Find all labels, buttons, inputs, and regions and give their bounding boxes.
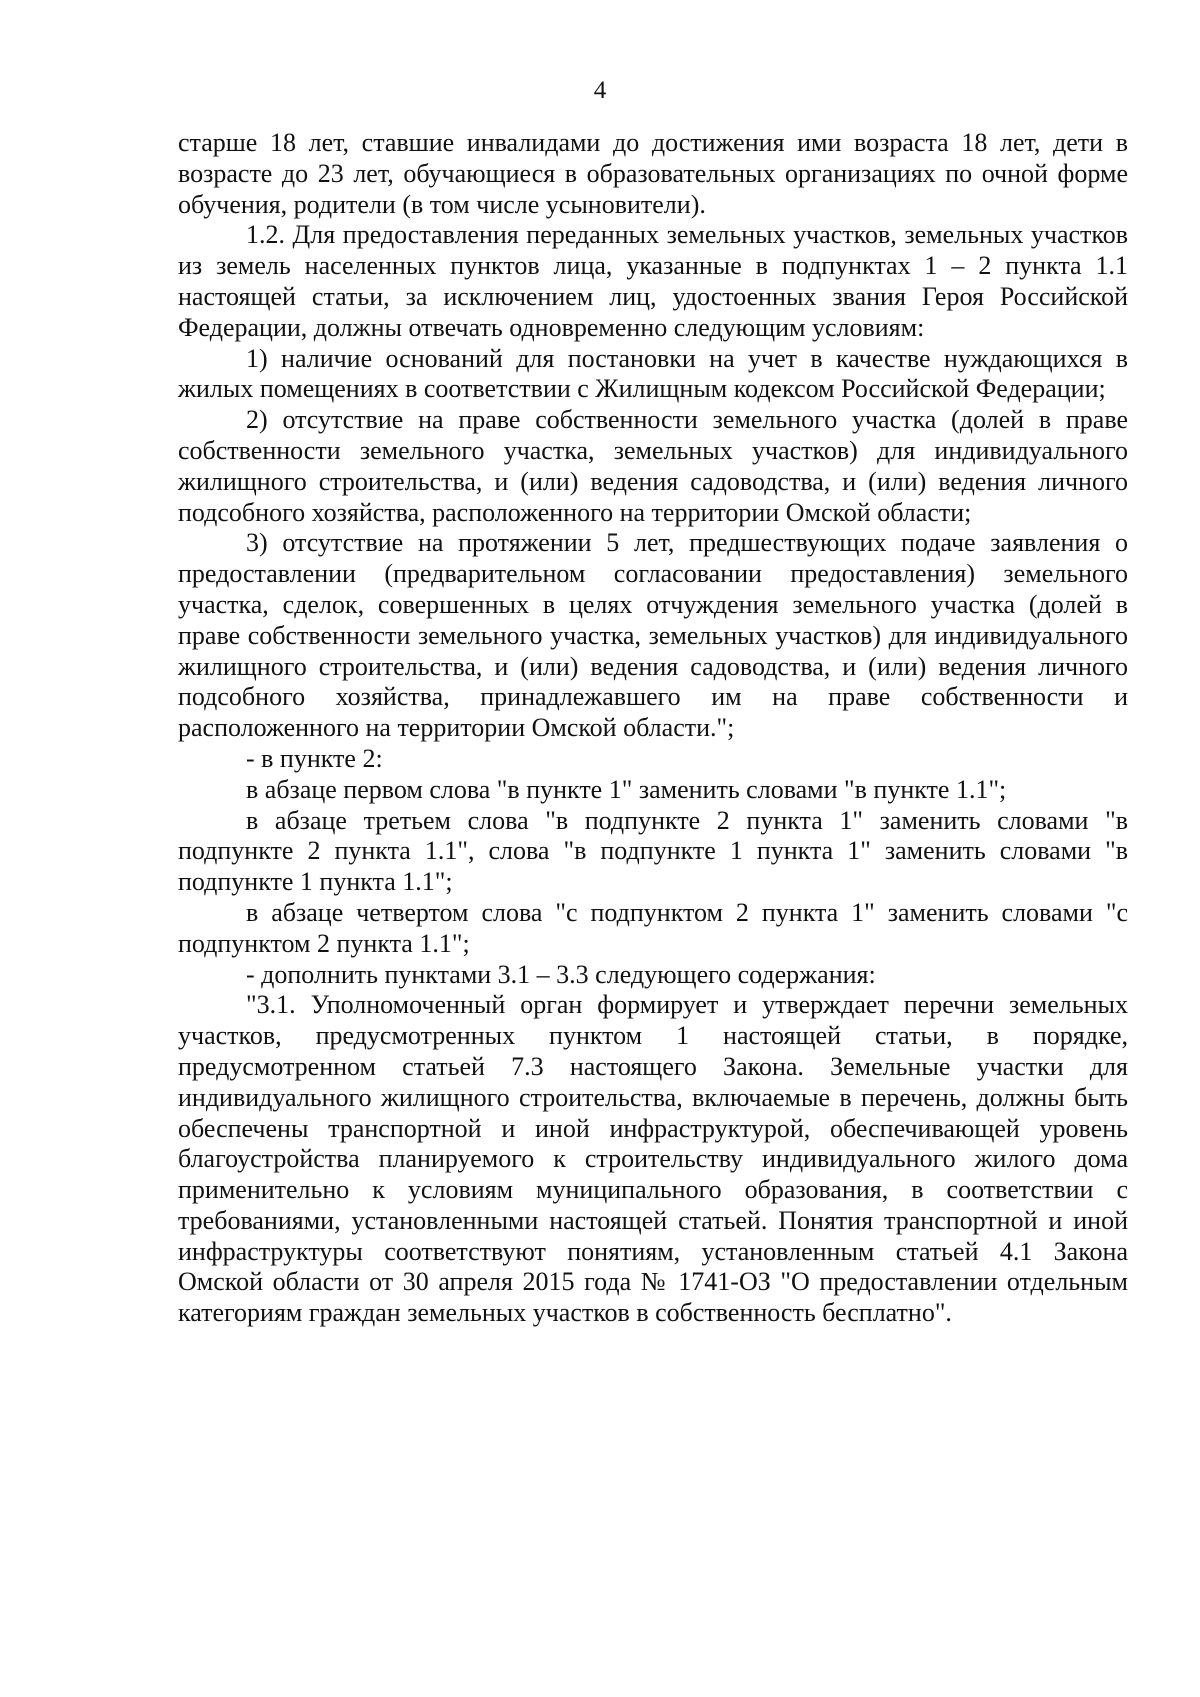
paragraph-point-2-header: - в пункте 2: (246, 743, 383, 773)
document-body (178, 128, 1128, 1329)
paragraph-condition-1: 1) наличие оснований для постановки на учет в качестве нуждающихся в жилых помещениях в соответствии с Жилищным кодексом Российской Федерации; (178, 343, 1128, 404)
paragraph-condition-2: 2) отсутствие на праве собственности земельного участка (долей в праве собственности земельного участка, земельных участков) для индивидуального жилищного строительства, и (или) ведения садоводства, и (или) ведения личного подсобного хозяйства, расположенного на территории Омской области; (178, 405, 1128, 527)
paragraph-amend-third: в абзаце третьем слова "в подпункте 2 пункта 1" заменить словами "в подпункте 2 пункта 1.1", слова "в подпункте 1 пункта 1" заменить словами "в подпункте 1 пункта 1.1"; (178, 805, 1128, 897)
paragraph-amend-fourth: в абзаце четвертом слова "с подпунктом 2 пункта 1" заменить словами "с подпунктом 2 пункта 1.1"; (178, 897, 1128, 958)
paragraph-clause-1-2: 1.2. Для предоставления переданных земельных участков, земельных участков из земель населенных пунктов лица, указанные в подпунктах 1 – 2 пункта 1.1 настоящей статьи, за исключением лиц, удостоенных звания Героя Российской Федерации, должны отвечать одновременно следующим условиям: (178, 220, 1128, 342)
paragraph-add-points: - дополнить пунктами 3.1 – 3.3 следующего содержания: (246, 959, 876, 989)
paragraph-condition-3: 3) отсутствие на протяжении 5 лет, предшествующих подаче заявления о предоставлении (предварительном согласовании предоставления) земельного участка, сделок, совершенных в целях отчуждения земельного участка (долей в праве собственности земельного участка, земельных участков) для индивидуального жилищного строительства, и (или) ведения садоводства, и (или) ведения личного подсобного хозяйства, принадлежавшего им на праве собственности и расположенного на территории Омской области."; (178, 528, 1128, 743)
paragraph-continuation: старше 18 лет, ставшие инвалидами до достижения ими возраста 18 лет, дети в возрасте до 23 лет, обучающиеся в образовательных организациях по очной форме обучения, родители (в том числе усыновители). (178, 128, 1128, 219)
page-number: 4 (593, 77, 607, 104)
paragraph-amend-first: в абзаце первом слова "в пункте 1" заменить словами "в пункте 1.1"; (246, 774, 1007, 804)
paragraph-clause-3-1: "3.1. Уполномоченный орган формирует и утверждает перечни земельных участков, предусмотренных пунктом 1 настоящей статьи, в порядке, предусмотренном статьей 7.3 настоящего Закона. Земельные участки для индивидуального жилищного строительства, включаемые в перечень, должны быть обеспечены транспортной и иной инфраструктурой, обеспечивающей уровень благоустройства планируемого к строительству индивидуального жилого дома применительно к условиям муниципального образования, в соответствии с требованиями, установленными настоящей статьей. Понятия транспортной и иной инфраструктуры соответствуют понятиям, установленным статьей 4.1 Закона Омской области от 30 апреля 2015 года № 1741-ОЗ "О предоставлении отдельным категориям граждан земельных участков в собственность бесплатно". (178, 990, 1128, 1328)
